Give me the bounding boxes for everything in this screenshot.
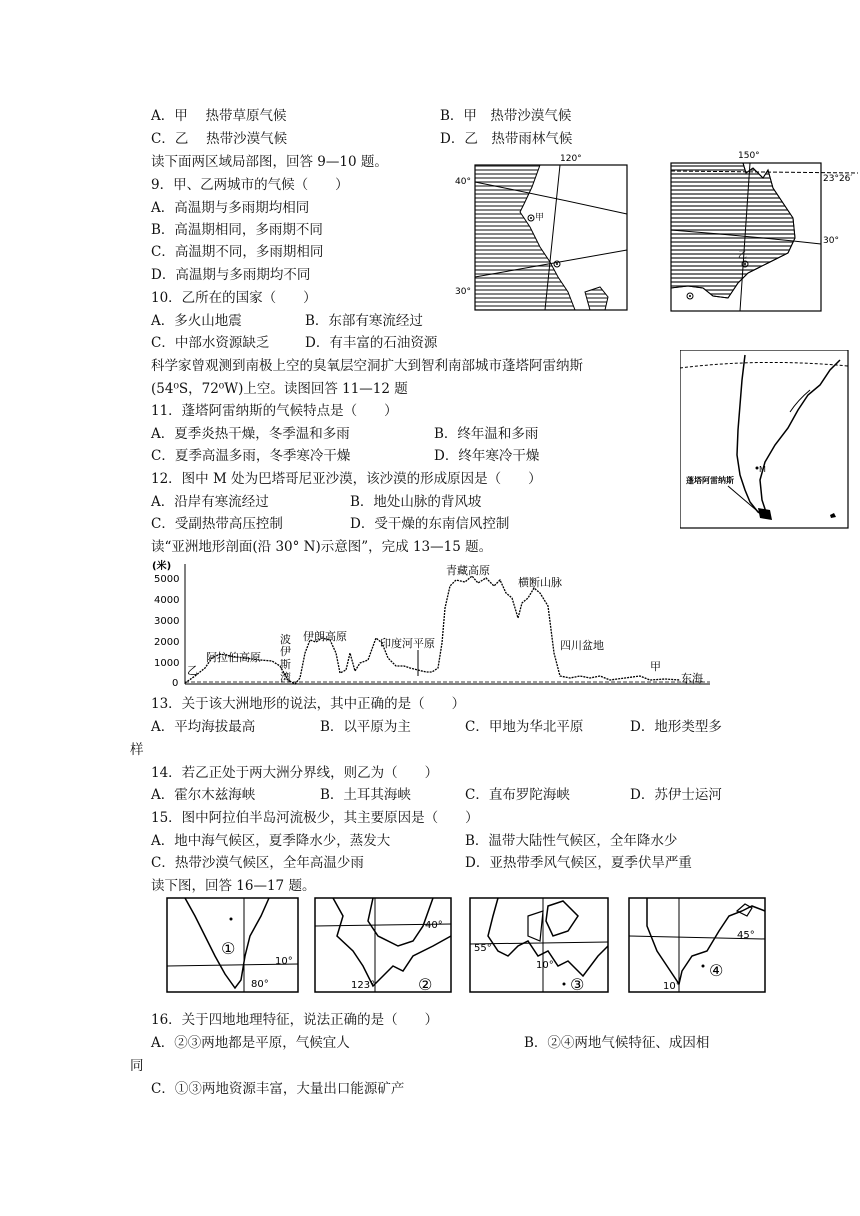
small-map-1 bbox=[165, 896, 300, 994]
q9-stem: 9．甲、乙两城市的气候（ ） bbox=[151, 177, 349, 193]
profile-ytick-1000: 1000 bbox=[154, 658, 180, 669]
map2-lon-label: 150° bbox=[738, 151, 760, 161]
profile-ytick-0: 0 bbox=[172, 678, 179, 689]
intro-16-17: 读下图，回答 16—17 题。 bbox=[151, 878, 316, 894]
q15-option-a: A．地中海气候区，夏季降水少，蒸发大 bbox=[151, 833, 391, 849]
q16-stem: 16．关于四地地理特征，说法正确的是（ ） bbox=[151, 1012, 439, 1028]
q8-option-c: C．乙 热带沙漠气候 bbox=[151, 131, 288, 147]
map-yi-region bbox=[668, 148, 858, 313]
q15-option-d: D．亚热带季风气候区，夏季伏旱严重 bbox=[465, 855, 692, 871]
small-map-1-number: ① bbox=[221, 939, 236, 958]
map-south-america bbox=[680, 350, 850, 530]
profile-label-yi: 乙 bbox=[187, 664, 198, 677]
q13-option-d-wrap: 样 bbox=[130, 742, 144, 758]
q10-option-a: A．多火山地震 bbox=[151, 313, 242, 329]
q13-stem: 13．关于该大洲地形的说法，其中正确的是（ ） bbox=[151, 696, 466, 712]
q14-option-d: D．苏伊士运河 bbox=[630, 787, 722, 803]
small-map-2-lon: 123° bbox=[351, 980, 376, 991]
profile-label-sichuan: 四川盆地 bbox=[560, 639, 604, 652]
small-map-1-lon: 80° bbox=[251, 979, 269, 990]
q12-option-c: C．受副热带高压控制 bbox=[151, 516, 283, 532]
small-map-2-number: ② bbox=[418, 975, 433, 994]
q11-option-b: B．终年温和多雨 bbox=[434, 426, 539, 442]
q10-option-b: B．东部有寒流经过 bbox=[305, 313, 423, 329]
small-map-3-number: ③ bbox=[570, 975, 585, 994]
profile-ytick-4000: 4000 bbox=[154, 595, 180, 606]
q16-option-b-wrap: 同 bbox=[130, 1058, 144, 1074]
q8-option-b: B．甲 热带沙漠气候 bbox=[440, 108, 572, 124]
q9-option-c: C．高温期不同，多雨期相同 bbox=[151, 244, 324, 260]
profile-label-donghai: 东海 bbox=[681, 672, 703, 685]
small-map-3-lon: 10° bbox=[536, 960, 554, 971]
map2-city-label: 乙 bbox=[738, 251, 748, 261]
q10-option-c: C．中部水资源缺乏 bbox=[151, 335, 270, 351]
map1-lon-label: 120° bbox=[560, 154, 582, 164]
profile-label-gulf-c: 湾 bbox=[280, 671, 291, 684]
profile-label-indus: 印度河平原 bbox=[380, 637, 435, 650]
small-map-4-number: ④ bbox=[709, 961, 724, 980]
intro-11-12-line1: 科学家曾观测到南极上空的臭氧层空洞扩大到智利南部城市蓬塔阿雷纳斯 bbox=[151, 358, 583, 374]
map1-lat-bottom-label: 30° bbox=[455, 287, 471, 297]
small-map-4-lon: 10° bbox=[663, 981, 681, 992]
intro-9-10: 读下面两区域局部图，回答 9—10 题。 bbox=[151, 154, 388, 170]
q11-stem: 11．蓬塔阿雷纳斯的气候特点是（ ） bbox=[151, 403, 398, 419]
intro-13-15: 读“亚洲地形剖面(沿 30° N)示意图”，完成 13—15 题。 bbox=[151, 539, 493, 555]
small-map-4 bbox=[627, 896, 767, 994]
small-map-4-lat: 45° bbox=[737, 930, 755, 941]
q11-option-c: C．夏季高温多雨，冬季寒冷干燥 bbox=[151, 448, 351, 464]
profile-label-hengduan: 横断山脉 bbox=[518, 576, 562, 589]
q10-stem: 10．乙所在的国家（ ） bbox=[151, 290, 317, 306]
map-jia-region bbox=[450, 152, 630, 312]
q15-stem: 15．图中阿拉伯半岛河流极少，其主要原因是（ ） bbox=[151, 810, 479, 826]
q12-option-a: A．沿岸有寒流经过 bbox=[151, 494, 269, 510]
q9-option-b: B．高温期相同，多雨期不同 bbox=[151, 222, 323, 238]
q9-option-a: A．高温期与多雨期均相同 bbox=[151, 200, 310, 216]
q12-option-b: B．地处山脉的背风坡 bbox=[350, 494, 482, 510]
profile-label-iran: 伊朗高原 bbox=[303, 630, 347, 643]
small-map-3 bbox=[468, 896, 610, 994]
q14-option-a: A．霍尔木兹海峡 bbox=[151, 787, 256, 803]
profile-label-gulf-yi: 伊 bbox=[280, 645, 291, 658]
map3-point-m: M bbox=[759, 465, 766, 474]
q16-option-b: B．②④两地气候特征、成因相 bbox=[524, 1035, 710, 1051]
q14-option-b: B．土耳其海峡 bbox=[320, 787, 411, 803]
q9-option-d: D．高温期与多雨期均不同 bbox=[151, 267, 311, 283]
q15-option-c: C．热带沙漠气候区，全年高温少雨 bbox=[151, 855, 364, 871]
small-map-2-lat: 40° bbox=[425, 920, 443, 931]
q15-option-b: B．温带大陆性气候区，全年降水少 bbox=[465, 833, 678, 849]
q13-option-a: A．平均海拔最高 bbox=[151, 719, 256, 735]
profile-label-tibet: 青藏高原 bbox=[446, 564, 490, 577]
profile-label-gulf-a: 波 bbox=[280, 633, 291, 646]
q13-option-b: B．以平原为主 bbox=[320, 719, 411, 735]
q13-option-d: D．地形类型多 bbox=[630, 719, 722, 735]
profile-unit: (米) bbox=[152, 561, 172, 572]
asia-profile-chart bbox=[150, 558, 715, 693]
intro-11-12-line2: (54⁰S，72⁰W)上空。读图回答 11—12 题 bbox=[151, 381, 408, 397]
profile-label-gulf-b: 斯 bbox=[280, 658, 291, 671]
profile-ytick-3000: 3000 bbox=[154, 616, 180, 627]
q12-option-d: D．受干燥的东南信风控制 bbox=[350, 516, 510, 532]
map2-lat-tropic-label: 23°26′ bbox=[823, 174, 853, 184]
q16-option-c: C．①③两地资源丰富，大量出口能源矿产 bbox=[151, 1081, 405, 1097]
q16-option-a: A．②③两地都是平原，气候宜人 bbox=[151, 1035, 350, 1051]
map3-city-label: 蓬塔阿雷纳斯 bbox=[686, 476, 734, 485]
q13-option-c: C．甲地为华北平原 bbox=[465, 719, 584, 735]
q14-stem: 14．若乙正处于两大洲分界线，则乙为（ ） bbox=[151, 765, 439, 781]
q8-option-d: D．乙 热带雨林气候 bbox=[440, 131, 573, 147]
map1-city-label: 甲 bbox=[535, 213, 545, 223]
map1-lat-top-label: 40° bbox=[455, 177, 471, 187]
profile-label-jia: 甲 bbox=[650, 660, 661, 673]
profile-ytick-2000: 2000 bbox=[154, 637, 180, 648]
profile-ytick-5000: 5000 bbox=[154, 574, 180, 585]
q11-option-d: D．终年寒冷干燥 bbox=[434, 448, 540, 464]
q8-option-a: A．甲 热带草原气候 bbox=[151, 108, 287, 124]
q11-option-a: A．夏季炎热干燥，冬季温和多雨 bbox=[151, 426, 350, 442]
q10-option-d: D．有丰富的石油资源 bbox=[305, 335, 438, 351]
small-map-3-lat: 55° bbox=[474, 943, 492, 954]
q14-option-c: C．直布罗陀海峡 bbox=[465, 787, 570, 803]
small-map-1-lat: 10° bbox=[275, 956, 293, 967]
profile-label-arabia: 阿拉伯高原 bbox=[206, 651, 261, 664]
map2-lat-30-label: 30° bbox=[823, 236, 839, 246]
small-map-2 bbox=[313, 896, 453, 994]
q12-stem: 12．图中 M 处为巴塔哥尼亚沙漠，该沙漠的形成原因是（ ） bbox=[151, 471, 542, 487]
